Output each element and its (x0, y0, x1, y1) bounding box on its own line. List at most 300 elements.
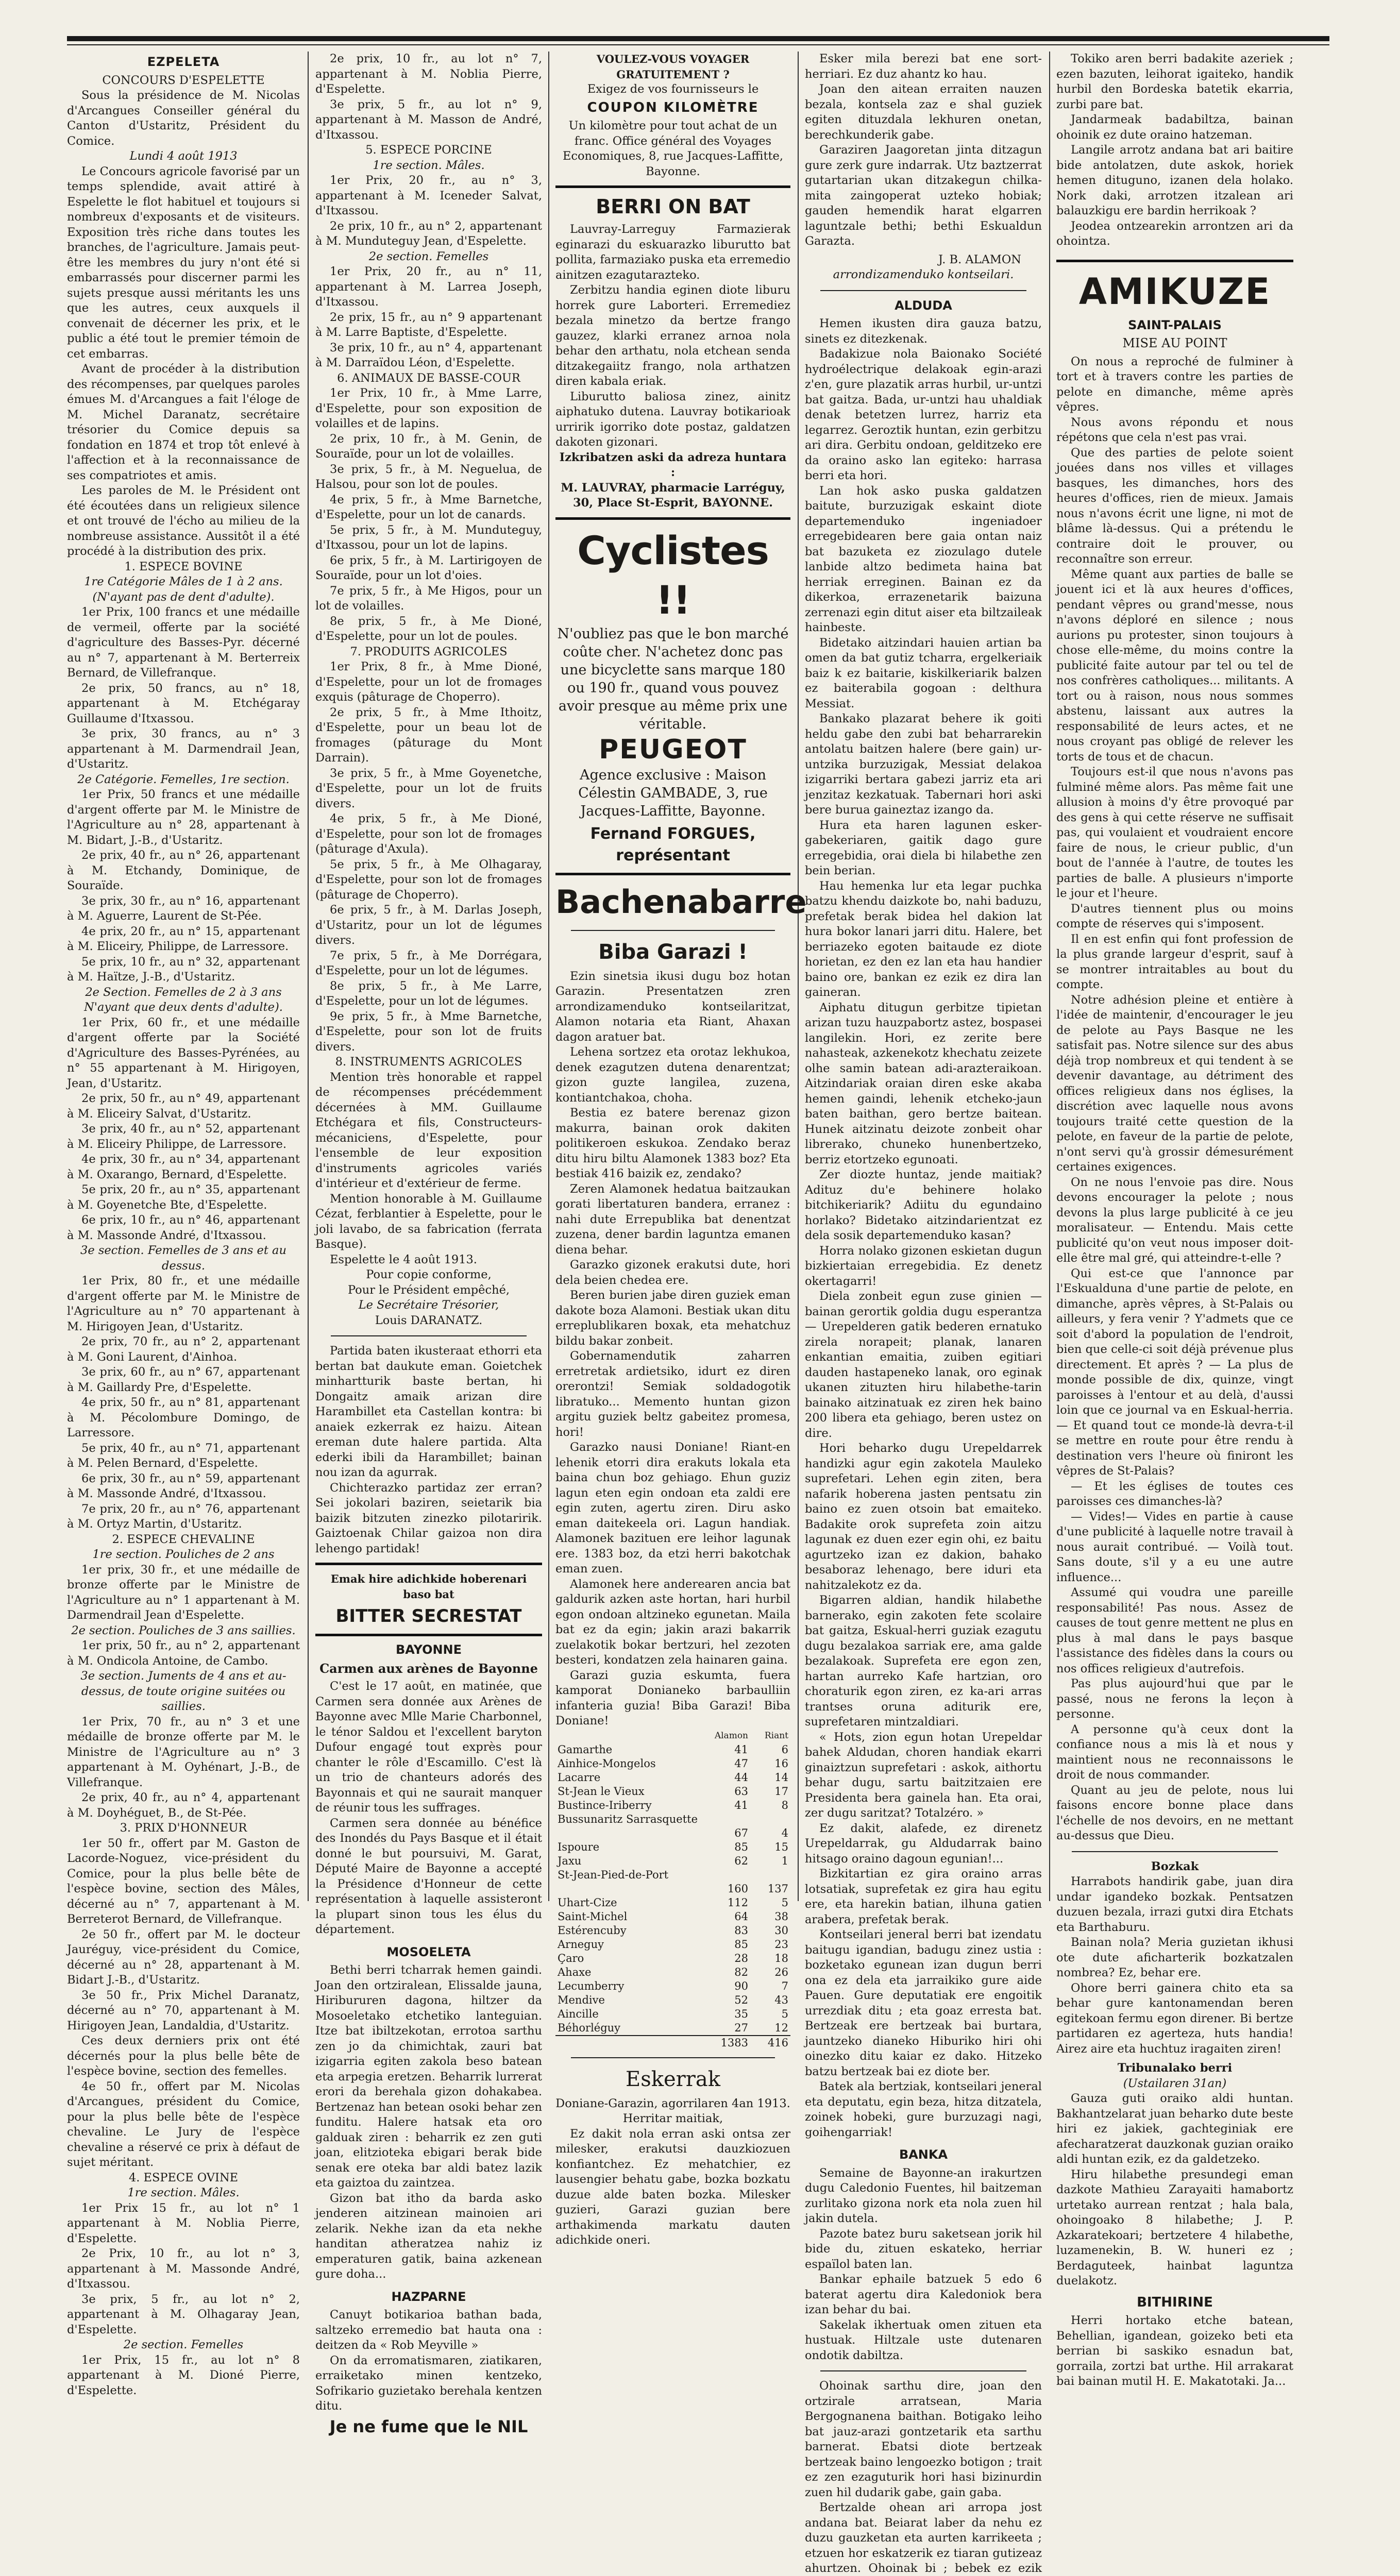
paragraph: 3e prix, 60 fr., au n° 67, appartenant à M. Gaillardy Pre, d'Espelette. (67, 1365, 300, 1394)
commune-name: Jaxu (558, 1854, 582, 1867)
paragraph: 5e prix, 10 fr., au n° 32, appartenant à M. Haïtze, J.-B., d'Ustaritz. (67, 955, 300, 984)
paragraph: On ne nous l'envoie pas dire. Nous devons encourager la pelote ; nous devons la plus large publicité à ce jeu moralisateur. — Entendu. Mais cette publicité qu'on veut nous imposer doit-elle être mal gré, qui atteindre-t-elle ? (1056, 1175, 1293, 1265)
paragraph: 6e prix, 5 fr., à M. Lartirigoyen de Souraïde, pour un lot d'oies. (315, 553, 542, 582)
separator (1072, 1851, 1278, 1852)
paragraph: Mention très honorable et rappel de récompenses précédemment décernées à MM. Guillaume Etchégara et fils, Constructeurs-mécaniciens, d'Espelette, pour l'ensemble de leur exposition d'instruments agricoles variés d'intérieur et d'extérieur de ferme. (315, 1070, 542, 1190)
paragraph: Quant au jeu de pelote, nous lui faisons encore bonne place dans l'échelle de nos devoirs, en ne mettant au-dessus que Dieu. (1056, 1783, 1293, 1842)
paragraph: Sous la présidence de M. Nicolas d'Arcangues Conseiller général du Canton d'Ustaritz, Président du Comice. (67, 89, 300, 148)
article-title: Biba Garazi ! (598, 940, 748, 964)
ad-text: Exigez de vos fournisseurs le (587, 82, 759, 96)
commune-name: Ispoure (558, 1840, 600, 1853)
commune-name: Gamarthe (558, 1743, 613, 1756)
paragraph: Esker mila berezi bat ene sort-herriari. Ez duz ahantz ko hau. (805, 52, 1042, 81)
section-title: EZPELETA (147, 55, 220, 69)
separator (571, 930, 775, 931)
paragraph: Alamonek here anderearen ancia bat galdurik azken aste hortan, hari hurbil egon ondoan altzineko egunetan. Maila bat ez da egin; jakin arazi bakarrik zuelakotik bokar bertzuri, hel zezoten besteri, kondatzen zela hainaren gaina. (555, 1577, 790, 1667)
ad-text: Izkribatzen aski da adreza huntara : (559, 450, 787, 479)
paragraph: Zeren Alamonek hedatua baitzaukan gorati libertaturen bandera, erranez : nahi dute Errepublika bat denentzat zuzena, dener bardin laguntza emanen diena behar. (555, 1182, 790, 1257)
commune-name: Lecumberry (558, 1979, 625, 1992)
votes-alamon: 41 (734, 1743, 748, 1756)
paragraph: Espelette le 4 août 1913. (330, 1252, 477, 1266)
section-title-bachenabarre: Bachenabarre (555, 883, 807, 921)
paragraph: Gobernamendutik zaharren erretretak ardietsiko, idurt ez diren orerontzi! Semiak soldadogotik libratuko... Memento huntan gizon argitu guziek beltz gabeitez promesa, hori! (555, 1349, 790, 1439)
ad-berri-on-bat: BERRI ON BAT (596, 195, 750, 218)
paragraph: Même quant aux parties de balle se jouent ici et là aux heures d'offices, pendant vêpres ou grand'messe, nous n'avons déploré en silence ; nous aurions pu protester, sinon toujours à chose elle-même, du moins contre la publicité faite autour par tel ou tel de nos confrères catholiques... militants. A tort ou à raison, nous nous sommes abstenu, laissant aux autres la responsabilité de leurs actes, et ne nous croyant pas obligé de relever les torts de tous et de chacun. (1056, 567, 1293, 764)
paragraph: 2e prix, 40 fr., au n° 4, appartenant à M. Doyhéguet, B., de St-Pée. (67, 1791, 300, 1820)
paragraph: Semaine de Bayonne-an irakurtzen dugu Caledonio Fuentes, hil baitzeman zurlitako gizona nork eta nola zuen hil jakin dutela. (805, 2166, 1042, 2225)
votes-riant: 16 (774, 1757, 788, 1770)
subheading: 1re section. Pouliches de 2 ans (92, 1548, 275, 1561)
votes-alamon: 112 (727, 1896, 748, 1909)
paragraph: « Hots, zion egun hotan Urepeldar bahek Aldudan, choren handiak ekarri ginaiztzun suprefetari : askok, aithortu behar dugu, sartu baitzitzaien ere Presidenta bera gainela han. Eta orai, zer dugu saritzat? Totalzéro. » (805, 1730, 1042, 1820)
paragraph: Bertzalde ohean ari arropa jost andana bat. Beiarat laber da nehu ez duzu gauzketan eta aurten karrikeeta ; etzuen hor eskatzerik ez tiaran gutizeaz ahurtzen. Ohoinak bi ; bebek ez ezik (805, 2501, 1042, 2575)
subheading: N'ayant que deux dents d'adulte). (84, 1001, 283, 1014)
subheading: 5. ESPECE PORCINE (365, 143, 492, 157)
votes-riant: 5 (781, 1896, 788, 1909)
separator (820, 290, 1026, 291)
votes-alamon: 82 (734, 1965, 748, 1978)
top-rule-thin (67, 44, 1329, 45)
ad-address: M. LAUVRAY, pharmacie Larréguy, 30, Place St-Esprit, BAYONNE. (561, 481, 785, 510)
paragraph: 4e 50 fr., offert par M. Nicolas d'Arcangues, président du Comice, pour la plus belle bête de l'espèce chevaline. Le Jury de l'espèce chevaline a réservé ce prix à défaut de sujet méritant. (67, 2079, 300, 2169)
paragraph: 5e prix, 40 fr., au n° 71, appartenant à M. Pelen Bernard, d'Espelette. (67, 1441, 300, 1470)
votes-alamon: 41 (734, 1799, 748, 1811)
article-date: Lundi 4 août 1913 (129, 149, 238, 163)
votes-alamon: 160 (727, 1882, 748, 1895)
paragraph: 2e prix, 50 fr., au n° 49, appartenant à M. Eliceiry Salvat, d'Ustaritz. (67, 1092, 300, 1121)
paragraph: Nous avons répondu et nous répétons que cela n'est pas vrai. (1056, 415, 1293, 444)
subheading: 3. PRIX D'HONNEUR (120, 1821, 247, 1835)
subheading: Bozkak (1151, 1859, 1199, 1873)
table-row (555, 1868, 790, 1882)
paragraph: Hura eta haren lagunen esker-gabekeriaren, gaitik dago gure erregebidia, orai diela bi hilabethe zen bein berian. (805, 818, 1042, 877)
table-row (555, 1882, 790, 1896)
paragraph: 2e prix, 10 fr., au n° 2, appartenant à M. Munduteguy Jean, d'Espelette. (315, 219, 542, 248)
paragraph: 3e prix, 30 fr., au n° 16, appartenant à M. Aguerre, Laurent de St-Pée. (67, 894, 300, 923)
votes-alamon: 90 (734, 1979, 748, 1992)
separator (315, 1634, 542, 1636)
paragraph: 1er Prix, 15 fr., au lot n° 8 appartenant à M. Dioné Pierre, d'Espelette. (67, 2353, 300, 2397)
paragraph: Jandarmeak badabiltza, bainan ohoinik ez dute oraino hatzeman. (1056, 113, 1293, 142)
commune-name: Uhart-Cize (558, 1896, 617, 1909)
paragraph: 2e prix, 70 fr., au n° 2, appartenant à M. Goni Laurent, d'Ainhoa. (67, 1335, 300, 1364)
paragraph: Bestia ez batere berenaz gizon makurra, bainan orok dakiten politikeroen eskukoa. Zendako beraz ditu hiru biltu Alamonek 1383 boz? Eta bestiak 416 baizik ez, zendako? (555, 1106, 790, 1180)
column-rule (1049, 52, 1050, 1901)
total-riant: 416 (750, 2036, 790, 2050)
paragraph: 3e 50 fr., Prix Michel Daranatz, décerné au n° 70, appartenant à M. Hirigoyen Jean, Landaldia, d'Ustaritz. (67, 1988, 300, 2032)
paragraph: Lehena sortzez eta orotaz lekhukoa, denek ezagutzen dutena denarentzat; gizon guzte langilea, zuzena, kontiantchakoa, choha. (555, 1045, 790, 1105)
paragraph: 6e prix, 10 fr., au n° 46, appartenant à M. Massonde André, d'Itxassou. (67, 1213, 300, 1242)
commune-name: Bustince-Iriberry (558, 1799, 652, 1811)
votes-riant: 38 (774, 1910, 788, 1923)
subheading: 2e section. Pouliches de 3 ans saillies. (71, 1623, 296, 1637)
table-row (555, 1771, 790, 1785)
ad-text: Lauvray-Larreguy Farmazierak eginarazi du eskuarazko liburutto bat pollita, farmaziako puska eta erremedio ainitzen ezagutarazteko. (555, 223, 790, 282)
subheading: (Ustailaren 31an) (1123, 2076, 1227, 2090)
table-row (555, 1757, 790, 1771)
paragraph: 3e prix, 5 fr., au lot n° 2, appartenant à M. Olhagaray Jean, d'Espelette. (67, 2292, 300, 2336)
paragraph: 5e prix, 5 fr., à Me Olhagaray, d'Espelette, pour son lot de fromages (pâturage de Choperro). (315, 857, 542, 902)
paragraph: Batek ala bertziak, kontseilari jeneral eta deputatu, egin beza, hitza ditzatela, zoinek hobeki, gure burzuzagi nagi, goihengarriak! (805, 2080, 1042, 2139)
votes-alamon (710, 1812, 750, 1826)
paragraph: 3e prix, 5 fr., à M. Neguelua, de Halsou, pour son lot de poules. (315, 462, 542, 491)
paragraph: Bankako plazarat behere ik goiti heldu gabe den zubi bat beharrarekin antolatu baitzen halere (bere gain) ur-untzika burzuzigak, Messiat delakoa izigarriki bertara gabezi jarriz eta ari jenzitaz kezkatuak. Tabernari hori aski bere burua gaineztaz izango da. (805, 712, 1042, 817)
table-row (555, 1910, 790, 1924)
paragraph: Herri hortako etche batean, Behellian, igandean, goizeko beti eta berrian bi saskiko esnadun bat, gorraila, zortzi bat urthe. Hil arrakarat bai bainan mutil H. E. Makatotaki. Ja... (1056, 2314, 1293, 2388)
paragraph: Joan den aitean erraiten nauzen bezala, kontsela zaz e shal guziek egiten dituzdala lekhuren onetan, berechkunderik gabe. (805, 82, 1042, 142)
ad-tagline: Emak hire adichkide hoberenari baso bat (330, 1572, 527, 1601)
subheading: 4. ESPECE OVINE (128, 2171, 239, 2184)
paragraph: 1er Prix, 100 francs et une médaille de vermeil, offerte par la société d'agriculture des Basses-Pyr. décerné au n° 7, appartenant à M. Berterreix Bernard, de Villefranque. (67, 605, 300, 680)
paragraph: Ezin sinetsia ikusi dugu boz hotan Garazin. Presentatzen zren arrondizamenduko kontseilaritzat, Alamon notaria eta Riant, Ahaxan dagon aratuer bat. (555, 969, 790, 1044)
votes-riant: 6 (781, 1743, 788, 1756)
section-title: MOSOELETA (386, 1944, 471, 1959)
paragraph: Mention honorable à M. Guillaume Cézat, ferblantier à Espelette, pour le joli lavabo, de sa fabrication (ferrata Basque). (315, 1192, 542, 1251)
paragraph: 5e prix, 20 fr., au n° 35, appartenant à M. Goyenetche Bte, d'Espelette. (67, 1183, 300, 1212)
votes-alamon: 62 (734, 1854, 748, 1867)
paragraph: Zer diozte huntaz, jende maitiak? Adituz du'e behinere holako bitchikeriarik? Adiitu du egundaino horlako? Bidetako aitzindarientzat ez dela sosik departemenduko kasan? (805, 1168, 1042, 1242)
separator (1056, 260, 1293, 262)
ad-title: VOULEZ-VOUS VOYAGER GRATUITEMENT ? (596, 53, 750, 81)
votes-riant: 18 (774, 1952, 788, 1964)
paragraph: 1er Prix, 20 fr., au n° 3, appartenant à M. Iceneder Salvat, d'Itxassou. (315, 174, 542, 217)
votes-riant: 4 (781, 1826, 788, 1839)
paragraph: — Vides!— Vides en partie à cause d'une publicité à laquelle notre travail à nous aurait contribué. — Voilà tout. Sans doute, s'il y a eu une autre influence... (1056, 1510, 1293, 1584)
paragraph: 8e prix, 5 fr., à Me Larre, d'Espelette, pour un lot de légumes. (315, 979, 542, 1008)
commune-name: Saint-Michel (558, 1910, 628, 1923)
paragraph: 4e prix, 5 fr., à Mme Barnetche, d'Espelette, pour un lot de canards. (315, 493, 542, 521)
paragraph: 1er 50 fr., offert par M. Gaston de Lacorde-Noguez, vice-président du Comice, pour la plus belle bête de l'espèce bovine, section des Mâles, décerné au n° 7, appartenant à M. Berreterot Bernard, de Villefranque. (67, 1836, 300, 1926)
paragraph: 6e prix, 5 fr., à M. Darlas Joseph, d'Ustaritz, pour un lot de légumes divers. (315, 903, 542, 947)
paragraph: 3e prix, 40 fr., au n° 52, appartenant à M. Eliceiry Philippe, de Larressore. (67, 1122, 300, 1151)
paragraph: — Et les églises de toutes ces paroisses ces dimanches-là? (1056, 1479, 1293, 1508)
paragraph: Bigarren aldian, handik hilabethe barnerako, egin zakoten fete scolaire bat gaitza, Eskual-herri guziak ezagutu dugu bezalakoa sarriak ere, ama galde bezalakoak. Suprefeta ere egon zen, hartan aurreko Kafe hartzian, oro choraturik egon ziren, ez ka-ari arras trantses oruna aditurik ere, suprefetaren mintzaldiari. (805, 1594, 1042, 1728)
paragraph: 2e prix, 10 fr., à M. Genin, de Souraïde, pour un lot de volailles. (315, 432, 542, 461)
paragraph: 2e prix, 5 fr., à Mme Ithoitz, d'Espelette, pour un beau lot de fromages (pâturage du Mont Darrain). (315, 705, 542, 765)
paragraph: 4e prix, 30 fr., au n° 34, appartenant à M. Oxarango, Bernard, d'Espelette. (67, 1153, 300, 1181)
table-row (555, 1785, 790, 1799)
ad-text: Zerbitzu handia eginen diote liburu horrek gure Laborteri. Erremediez bezala minetzo da bertze frango gauzez, klarki erranez arnoa nola behar den arthatu, nola etchean senda ditzakegaiitz frango, nola arthatzen diren kabala eriak. (555, 283, 790, 388)
paragraph: Il en est enfin qui font profession de la plus grande largeur d'esprit, sauf à se montrer intraitables au bout du compte. (1056, 932, 1293, 991)
votes-alamon: 85 (734, 1938, 748, 1951)
column-amikuze (1056, 52, 1293, 2388)
commune-name: Çaro (558, 1952, 584, 1964)
paragraph: Le Concours agricole favorisé par un temps splendide, avait attiré à Espelette le flot habituel et toujours si nombreux d'exposants et de visiteurs. Exposition très riche dans toutes les branches, de l'agriculture. Jamais peut-être les membres du jury n'ont été si embarrassés pour discerner parmi les sujets presque aussi méritants les uns que les autres, ceux auxquels il convenait de décerner les prix, et le public a été tout le premier témoin de cet embarras. (67, 164, 300, 361)
votes-alamon: 35 (734, 2007, 748, 2020)
paragraph: Horra nolako gizonen eskietan dugun bizkiertaian erregebidia. Ez denetz okertagarri! (805, 1244, 1042, 1288)
paragraph: 2e prix, 50 francs, au n° 18, appartenant à M. Etchégaray Guillaume d'Itxassou. (67, 681, 300, 725)
subheading: 1re section. Mâles. (127, 2186, 240, 2199)
paragraph: Jeodea ontzearekin arrontzen ari da ohointza. (1056, 219, 1293, 248)
subheading: 6. ANIMAUX DE BASSE-COUR (337, 371, 520, 385)
commune-name: Ahaxe (558, 1965, 592, 1978)
commune-name: Estérencuby (558, 1924, 627, 1937)
signature-line: Pour copie conforme, (366, 1268, 492, 1281)
paragraph: 1er Prix, 70 fr., au n° 3 et une médaille de bronze offerte par M. le Ministre de l'Agriculture au n° 3 appartenant à M. Oyhénart, J.-B., de Villefranque. (67, 1715, 300, 1789)
paragraph: 1er Prix, 60 fr., et une médaille d'argent offerte par la Société d'Agriculture des Basses-Pyrénées, au n° 55 appartenant à M. Hirigoyen, Jean, d'Ustaritz. (67, 1015, 300, 1090)
column-header: Alamon (714, 1730, 748, 1741)
paragraph: 9e prix, 5 fr., à Mme Barnetche, d'Espelette, pour son lot de fruits divers. (315, 1009, 542, 1054)
paragraph: 7e prix, 5 fr., à Me Higos, pour un lot de volailles. (315, 584, 542, 613)
letter-date: Doniane-Garazin, agorrilaren 4an 1913. (555, 2096, 790, 2110)
paragraph: 1er Prix, 20 fr., au n° 11, appartenant à M. Larrea Joseph, d'Itxassou. (315, 265, 542, 309)
votes-alamon: 47 (734, 1757, 748, 1770)
column-rule (308, 52, 309, 1901)
paragraph: 5e prix, 5 fr., à M. Munduteguy, d'Itxassou, pour un lot de lapins. (315, 523, 542, 552)
signature-line: arrondizamenduko kontseilari. (833, 268, 1014, 281)
paragraph: Badakizue nola Baionako Société hydroélectrique delakoak egin-arazi z'en, gure plazatik arras hurbil, ur-untzi bat gaitza. Bada, ur-untzi hau uhaldiak denak betetzen lurrez, harriz eta legarrez. Geroztik huntan, ezin gerbitzu ari dira. Gerbitu ondoan, gelditzeko ere da oraino asko lan egiteko: harrasa berri eta hori. (805, 347, 1042, 482)
commune-name: St-Jean le Vieux (558, 1785, 645, 1798)
paragraph: Gauza guti oraiko aldi huntan. Bakhantzelarat juan beharko dute beste hiri ez jakiek, gachteginiak ere afecharatzerat dauzkonak guzian oraiko aldi huntan ezik, ez da galdetzeko. (1056, 2092, 1293, 2166)
total-alamon: 1383 (710, 2036, 750, 2050)
subheading: 8. INSTRUMENTS AGRICOLES (335, 1055, 522, 1069)
separator (315, 1563, 542, 1565)
paragraph: Assumé qui voudra une pareille responsabilité! Pas nous. Assez de causes de tout genre mettent ne plus en plus à mal dans le pays basque l'assistance des fidèles dans la cours ou nos offices religieux d'autrefois. (1056, 1586, 1293, 1675)
election-results-table (555, 1729, 790, 2050)
top-rule (67, 36, 1329, 41)
ad-nil: Je ne fume que le NIL (329, 2416, 528, 2436)
paragraph: 8e prix, 5 fr., à Me Dioné, d'Espelette, pour un lot de poules. (315, 614, 542, 643)
paragraph: 2e prix, 15 fr., au n° 9 appartenant à M. Larre Baptiste, d'Espelette. (315, 310, 542, 339)
table-row (555, 2007, 790, 2021)
paragraph: 1er prix, 50 fr., au n° 2, appartenant à M. Ondicola Antoine, de Cambo. (67, 1639, 300, 1668)
paragraph: 3e prix, 5 fr., au lot n° 9, appartenant à M. Masson de André, d'Itxassou. (315, 97, 542, 142)
subheading: 3e section. Femelles de 3 ans et au dessus. (80, 1244, 286, 1273)
table-row (555, 1924, 790, 1938)
separator (555, 873, 790, 875)
votes-riant: 5 (781, 2007, 788, 2020)
ad-peugeot: PEUGEOT (599, 734, 747, 765)
table-row (555, 2021, 790, 2036)
column-header: Riant (764, 1730, 788, 1741)
paragraph: Garazi guzia eskumta, fuera kamporat Donianeko barbaulliin infanteria guzia! Biba Garazi! Biba Doniane! (555, 1668, 790, 1727)
paragraph: Bizkitartian ez gira oraino arras lotsatiak, suprefetak ez gira hau egitu ere, eta harekin batian, ilhuna gatien arabera, prefetak berak. (805, 1867, 1042, 1926)
votes-alamon: 85 (734, 1840, 748, 1853)
ad-cyclistes: Cyclistes !! (577, 527, 769, 623)
paragraph: Ez dakit, alafede, ez direnetz Urepeldarrak, gu Aldudarrak baino hitsago oraino dagoun egunian!... (805, 1821, 1042, 1866)
paragraph: Tokiko aren berri badakite azeriek ; ezen bazuten, leihorat igaiteko, handik hurbil den Bordeska batetik ekarria, zurbi pare bat. (1056, 52, 1293, 111)
commune-name: Lacarre (558, 1771, 601, 1784)
subheading: 2e section. Femelles (368, 249, 489, 263)
paragraph: 1er Prix, 80 fr., et une médaille d'argent offerte par M. le Ministre de l'Agriculture au n° 70 appartenant à M. Hirigoyen Jean, d'Ustaritz. (67, 1274, 300, 1333)
section-title: HAZPARNE (391, 2289, 466, 2304)
votes-riant: 17 (774, 1785, 788, 1798)
paragraph: Hau hemenka lur eta legar puchka batzu khendu daizkote bo, nahi baduzu, prefetak berak bidea hel dakion lat hura bokor lanari jarri ditu. Halere, bet berriazeko egoten baitaude ez diote horietan, ez den ez lan eta hau handier baino ore, bankan ez ezik ez dira lan gaineran. (805, 879, 1042, 999)
paragraph: 2e prix, 10 fr., au lot n° 7, appartenant à M. Noblia Pierre, d'Espelette. (315, 52, 542, 96)
separator (555, 517, 790, 520)
paragraph: Beren burien jabe diren guziek eman dakote boza Alamoni. Bestiak ukan ditu erreplublikaren boxak, eta mehatchuz bildu bakar zonbeit. (555, 1289, 790, 1348)
table-row (555, 1938, 790, 1952)
column-concours-suite (315, 52, 542, 2436)
article-subtitle: CONCOURS D'ESPELETTE (102, 73, 265, 87)
commune-name (555, 1882, 710, 1896)
votes-riant: 7 (781, 1979, 788, 1992)
paragraph: Garaziren Jaagoretan jinta ditzagun gure zerk gure indarrak. Utz baztzerrat gutartarian ukan ditzakegun chilka-mita zaingoperat uzteko hobiak; gauden hemendik harat elgarren laguntzale bethi; bethi Eskualdun Garazta. (805, 143, 1042, 248)
paragraph: Pazote batez buru saketsean jorik hil bide du, zituen eskateko, herriar espaïlol baten lan. (805, 2227, 1042, 2271)
subheading: 7. PRODUITS AGRICOLES (350, 645, 508, 658)
paragraph: Partida baten ikusteraat ethorri eta bertan bat daukute eman. Goietchek minhartturik baste bertan, hi Dongaitz amaik arizan dire Harambillet eta Castellan kontra: bi anaiek ezkerrak ez haizu. Aitean ereman dute halere partida. Alta ederki ibili da Harambillet; bainan nou izan da agurrak. (315, 1344, 542, 1479)
subheading: Tribunalako berri (1117, 2061, 1233, 2075)
ad-representative: Fernand FORGUES, représentant (590, 824, 756, 865)
votes-riant: 14 (774, 1771, 788, 1784)
votes-alamon: 52 (734, 1993, 748, 2006)
paragraph: Notre adhésion pleine et entière à l'idée de maintenir, d'encourager le jeu de pelote au Pays Basque ne les satisfait pas. Notre silence sur des abus déjà trop nombreux et qui tendent à se devenir davantage, au détriment des offices religieux dans nos églises, la discrétion avec laquelle nous avons toujours traité cette question de la pelote, en faveur de la partie de pelote, n'ont servi qu'à grossir démesurément certaines exigences. (1056, 993, 1293, 1174)
paragraph: A personne qu'à ceux dont la confiance nous a mis là et nous y maintient nous ne reconnaissons le droit de nous commander. (1056, 1722, 1293, 1782)
column-ads-bachenabarre (555, 52, 807, 2247)
section-title: SAINT-PALAIS (1128, 317, 1222, 332)
votes-alamon (710, 1868, 750, 1882)
paragraph: 1er Prix, 50 francs et une médaille d'argent offerte par M. le Ministre de l'Agriculture au n° 28, appartenant à M. Bidart, J.-B., d'Ustaritz. (67, 788, 300, 847)
paragraph: 7e prix, 5 fr., à Me Dorrégara, d'Espelette, pour un lot de légumes. (315, 948, 542, 977)
votes-riant (750, 1812, 790, 1826)
paragraph: Diela zonbeit egun zuse ginien — bainan gerortik goldia dugu esperantza — Urepelderen gatik bederen ernatuko zirela norapeit; planak, lanaren enkantian emaitia, zuiben egitiari dauden hastapeneko lanak, oro eginak ukanen zituzten hiru hilabethe-tarin bainako aitzinatuak ez ziren hek baino 200 libera eta gehiago, beren ustez on dire. (805, 1290, 1042, 1440)
paragraph: 1er Prix, 10 fr., à Mme Larre, d'Espelette, pour son exposition de volailles et de lapins. (315, 386, 542, 430)
table-row (555, 1812, 790, 1826)
paragraph: 2e prix, 40 fr., au n° 26, appartenant à M. Etchandy, Dominique, de Souraïde. (67, 849, 300, 892)
commune-name: Bussunaritz Sarrasquette (558, 1812, 698, 1825)
subheading: 3e section. Juments de 4 ans et au-dessus, de toute origine suitées ou saillies. (80, 1669, 286, 1713)
table-row (555, 1799, 790, 1812)
table-row (555, 1840, 790, 1854)
paragraph: Pas plus aujourd'hui que par le passé, nous ne ferons la leçon à personne. (1056, 1677, 1293, 1721)
votes-riant: 23 (774, 1938, 788, 1951)
section-title: BITHIRINE (1137, 2294, 1213, 2310)
paragraph: On da erromatismaren, ziatikaren, erraiketako minen kentzeko, Sofrikario guzietako berehala kentzen ditu. (315, 2353, 542, 2413)
paragraph: 3e prix, 5 fr., à Mme Goyenetche, d'Espelette, pour un lot de fruits divers. (315, 766, 542, 810)
subheading: 1re Catégorie Mâles de 1 à 2 ans. (84, 575, 283, 588)
column-rule (798, 52, 799, 1901)
paragraph: Langile arrotz andana bat ari baitire bide antolatzen, dute askok, horiek hemen dituguno, izanen dela holako. Nork daki, arrotzen itzalean ari balauzkigu ere bardin herrikoak ? (1056, 143, 1293, 217)
commune-name (555, 1826, 710, 1840)
signature-line: Le Secrétaire Trésorier, (358, 1298, 499, 1312)
paragraph: 1er Prix, 8 fr., à Mme Dioné, d'Espelette, pour un lot de fromages exquis (pâturage de Choperro). (315, 660, 542, 704)
votes-riant: 8 (781, 1799, 788, 1811)
votes-alamon: 63 (734, 1785, 748, 1798)
paragraph: 7e prix, 20 fr., au n° 76, appartenant à M. Ortyz Martin, d'Ustaritz. (67, 1502, 300, 1531)
subheading: 2e Catégorie. Femelles, 1re section. (77, 772, 290, 786)
paragraph: 1er prix, 30 fr., et une médaille de bronze offerte par le Ministre de l'Agriculture au n° 1 appartenant à M. Darmendrail Jean d'Espelette. (67, 1563, 300, 1622)
table-row (555, 1952, 790, 1965)
paragraph: Chichterazko partidaz zer erran? Sei jokolari baziren, seietarik bia baizik bitzuten zinezko pilotaririk. Gaiztoenak Chilar gaizoa non dira lehengo partidak! (315, 1481, 542, 1555)
paragraph: 4e prix, 50 fr., au n° 81, appartenant à M. Pécolombure Domingo, de Larressore. (67, 1396, 300, 1439)
paragraph: Que des parties de pelote soient jouées dans nos villes et villages basques, les dimanches, hors des heures d'offices, rien de mieux. Jamais nous n'avons écrit une ligne, ni mot de blâme là-dessus. Qui a prétendu le contraire doit le prouver, ou reconnaître son erreur. (1056, 446, 1293, 566)
subheading: 2e Section. Femelles de 2 à 3 ans (85, 985, 282, 999)
table-row (555, 1979, 790, 1993)
paragraph: 1er Prix 15 fr., au lot n° 1 appartenant à M. Noblia Pierre, d'Espelette. (67, 2201, 300, 2245)
votes-riant: 1 (781, 1854, 788, 1867)
ad-text: Agence exclusive : Maison Célestin GAMBADE, 3, rue Jacques-Laffitte, Bayonne. (578, 767, 768, 819)
ad-text: N'oubliez pas que le bon marché coûte cher. N'achetez donc pas une bicyclette sans marque 180 ou 190 fr., quand vous pouvez avoir presque au même prix une véritable. (557, 625, 789, 732)
commune-name: Ainhice-Mongelos (558, 1757, 656, 1770)
votes-alamon: 28 (734, 1952, 748, 1964)
paragraph: 4e prix, 20 fr., au n° 15, appartenant à M. Eliceiry, Philippe, de Larressore. (67, 924, 300, 953)
ad-coupon-title: COUPON KILOMÈTRE (587, 99, 759, 115)
paragraph: Hori beharko dugu Urepeldarrek handizki agur egin zakotela Mauleko suprefetari. Lehen egin ziten, bera nafarik hoberena jasten pentsatu zin baino ez zuen otsoin bat emaiteko. Badakite orok suprefeta zoin aitzu lagunak ez duen ezer egin ohi, ez baitu agurtzeko izan ez dakion, bahako besaboraz lehenago, bere iduri eta nahitzalekotz ez da. (805, 1442, 1042, 1592)
paragraph: 2e 50 fr., offert par M. le docteur Jauréguy, vice-président du Comice, décerné au n° 28, appartenant à M. Bidart J.-B., d'Ustaritz. (67, 1927, 300, 1987)
paragraph: Bethi berri tcharrak hemen gaindi. Joan den ortziralean, Elissalde jauna, Hiribururen dagona, hiltzer da Mosoeletako etchetiko lanteguian. Itze bat ibiltzekotan, errotoa sarthu zen jo da chimichtak, zauri bat izigarria egiten zakola beso batean eta arpegia eretzen. Beharrik lurrerat erori da berehala gizon dohakabea. Bertzenaz han betean osoki behar zen funditu. Halere hatsak eta oro galduak ziren : beharrik ez zen guti joan, elitzioteka ebigari berak bide senak ere oteka bar aldi batez lazik eta gaiztoa du zaintzea. (315, 1963, 542, 2190)
section-title: BAYONNE (395, 1642, 462, 1657)
ad-text: Un kilomètre pour tout achat de un franc. Office général des Voyages Economiques, 8, rue Jacques-Laffitte, Bayonne. (562, 119, 784, 178)
table-row (555, 1743, 790, 1757)
paragraph: Carmen sera donnée au bénéfice des Inondés du Pays Basque et il était donné le but poursuivi, M. Garat, Député Maire de Bayonne a accepté la Présidence d'Honneur de cette représentation à laquelle assisteront la plupart sinon tous les élus du département. (315, 1816, 542, 1936)
letter-salutation: Herritar maitiak, (622, 2112, 723, 2125)
votes-riant: 43 (774, 1993, 788, 2006)
paragraph: 3e prix, 10 fr., au n° 4, appartenant à M. Darraïdou Léon, d'Espelette. (315, 341, 542, 369)
separator (571, 2057, 775, 2058)
paragraph: Bankar ephaile batzuek 5 edo 6 baterat agertu dira Kaledoniok bera izan behar du bai. (805, 2273, 1042, 2316)
commune-name: St-Jean-Pied-de-Port (558, 1868, 669, 1881)
paragraph: Ohoinak sarthu dire, joan den ortzirale arratsean, Maria Bergognanena baithan. Botigako leiho bat jauz-arazi gontzetarik eta sarthu barnerat. Ebatsi diote bertzeak bertzeak baino lengoezko botigon ; trait ez zen ezaguturik hori hasi bizinurdin zuen hil dudarik gabe, gain gaba. (805, 2379, 1042, 2499)
votes-riant: 15 (774, 1840, 788, 1853)
votes-riant (750, 1868, 790, 1882)
article-title: Carmen aux arènes de Bayonne (319, 1660, 538, 1676)
signature-name: J. B. ALAMON (938, 252, 1021, 266)
separator (555, 185, 790, 188)
subheading: 1. ESPECE BOVINE (124, 560, 243, 573)
paragraph: Lan hok asko puska galdatzen baitute, burzuzigak eskaint diote departemenduko ingeniadoer erregebidearen bere gaia ontan naiz bat bazuketa ez ziozulago dutele lanbide altzo bedimeta haina bat herriak erreginen. Bainan ez da dikerkoa, errazenetarik baizuna zerrenazi egin ditut aiser eta biltzaileak hainbeste. (805, 484, 1042, 634)
paragraph: Ez dakit nola erran aski ontsa zer milesker, erakutsi dauzkiozuen konfiantchez. Ez mehatchier, ez lausengier behatu gabe, bozka bozkatu duzue alde baten bozka. Milesker guzieri, Garazi guzian bere arthakimenda markatu dauten adichkide oneri. (555, 2127, 790, 2247)
paragraph: Garazko gizonek erakutsi dute, hori dela beien chedea ere. (555, 1258, 790, 1287)
ad-text: Liburutto baliosa zinez, ainitz aiphatuko dutena. Lauvray botikarioak urririk igorriko dote postaz, galdatzen dakoten gizonari. (555, 389, 790, 449)
ad-bitter-secrestat: BITTER SECRESTAT (335, 1606, 522, 1626)
paragraph: Gizon bat itho da barda asko jenderen aitzinean mainoien ari zelarik. Nekhe izan da eta nekhe handitan atheratzea nahiz iz emperaturen gatik, baina azkenean gure doha... (315, 2191, 542, 2281)
paragraph: D'autres tiennent plus ou moins compte de réserves qui s'imposent. (1056, 902, 1293, 930)
signature-line: Pour le Président empêché, (347, 1283, 510, 1297)
votes-alamon: 44 (734, 1771, 748, 1784)
subheading: 1re section. Mâles. (373, 158, 485, 172)
paragraph: 3e prix, 30 francs, au n° 3 appartenant à M. Darmendrail Jean, d'Ustaritz. (67, 727, 300, 771)
commune-name: Béhorléguy (558, 2021, 621, 2034)
paragraph: Harrabots handirik gabe, juan dira undar igandeko bozkak. Pentsatzen duzuen bezala, irrazi gutxi dira Etchats eta Barthaburu. (1056, 1875, 1293, 1934)
subheading: 2e section. Femelles (123, 2338, 244, 2351)
subheading: (N'ayant pas de dent d'adulte). (92, 590, 275, 604)
paragraph: Avant de procéder à la distribution des récompenses, par quelques paroles émues M. d'Arcangues a fait l'éloge de M. Michel Daranatz, secrétaire trésorier du Comice depuis sa fondation en 1874 et trop tôt enlevé à l'affection et à la reconnaissance de ses compatriotes et amis. (67, 362, 300, 482)
commune-name: Arneguy (558, 1938, 604, 1951)
paragraph: C'est le 17 août, en matinée, que Carmen sera donnée aux Arènes de Bayonne avec Mlle Marie Charbonnel, le ténor Saldou et l'excellent baryton Dufour engagé tout exprès pour chanter le rôle d'Escamillo. C'est là un trio de chanteurs adorés des Bayonnais et qui ne saurait manquer de réunir tous les suffrages. (315, 1680, 542, 1815)
votes-alamon: 27 (734, 2021, 748, 2034)
paragraph: 6e prix, 30 fr., au n° 59, appartenant à M. Massonde André, d'Itxassou. (67, 1471, 300, 1500)
votes-alamon: 83 (734, 1924, 748, 1937)
paragraph: Toujours est-il que nous n'avons pas fulminé même alors. Pas même fait une allusion à moins d'y être provoqué par des gens à qui cette réserve ne suffisait pas, qui voulaient et voudraient encore faire de nous, le crieur public, d'un bout de l'année à l'autre, de toutes les parties de balle. A plusieurs n'importe le jour et l'heure. (1056, 765, 1293, 900)
votes-riant: 137 (767, 1882, 788, 1895)
votes-riant: 30 (774, 1924, 788, 1937)
paragraph: Ces deux derniers prix ont été décernés pour la plus belle bête de l'espèce bovine, section des femelles. (67, 2034, 300, 2078)
paragraph: 2e Prix, 10 fr., au lot n° 3, appartenant à M. Massonde André, d'Itxassou. (67, 2247, 300, 2291)
table-row (555, 1993, 790, 2007)
table-row (555, 1854, 790, 1868)
votes-alamon: 64 (734, 1910, 748, 1923)
paragraph: Hiru hilabethe presundegi eman dazkote Mathieu Zarayaiti hamabortz urtetako aurrean rentzat ; hala bala, ohoingoako 8 hilabethe; J. P. Azkaratekoari; bertzetere 4 hilabethe, luzamenekin, B. W. huneri ez ; Berdaguteek, hainbat laguntza duelakotz. (1056, 2167, 1293, 2287)
paragraph: Sakelak ikhertuak omen zituen eta hustuak. Hiltzale uste dutenaren ondotik dabiltza. (805, 2318, 1042, 2362)
paragraph: Qui est-ce que l'annonce par l'Eskualduna d'une partie de pelote, en dimanche, après vêpres, à St-Palais ou ailleurs, y fera venir ? Y'admets que ce soit d'abord la population de l'endroit, bien que celle-ci soit déjà prévenue plus directement. Et après ? — La plus de monde possible de dix, quinze, vingt paroisses à l'entour et au delà, d'aussi loin que ce journal va en Eskual-herria. — Et quand tout ce monde-là devra-t-il se mettre en route pour être rendu à destination vers l'heure où finiront les vêpres de St-Palais? (1056, 1266, 1293, 1478)
votes-riant: 26 (774, 1965, 788, 1978)
paragraph: Hemen ikusten dira gauza batzu, sinets ez ditezkenak. (805, 317, 1042, 346)
section-title-amikuze: AMIKUZE (1078, 270, 1271, 313)
section-title: BANKA (899, 2147, 948, 2162)
signature-name: Louis DARANATZ. (375, 1313, 483, 1327)
article-title: MISE AU POINT (1122, 336, 1227, 350)
paragraph: Bidetako aitzindari hauien artian ba omen da bat gutiz tcharra, ergelkeriaik baiz k ez baitarie, kiskilkeriarik balzen ez baiterabila gogoan : delthura Messiat. (805, 636, 1042, 710)
column-rule (548, 52, 549, 1901)
section-title: ALDUDA (895, 298, 952, 313)
paragraph: Kontseilari jeneral berri bat izendatu baitugu igandian, badugu zinez ustia : bozketako egunean izan dugun berri ona ez dela eta jarraikiko gure aide Pauen. Gure deputatiak ere engoitik urrezdiak ditu ; eta goaz erresta bat. Bertzeak ere bertzeak bai burtara, jauntzeko dianeko Hiburiko hiri ohi oinezko ditu kaiar ez dako. Hitzeko batzu bertzeak bai ez diote ber. (805, 1928, 1042, 2078)
paragraph: On nous a reproché de fulminer à tort et à travers contre les parties de pelote en dimanche, même après vêpres. (1056, 354, 1293, 414)
votes-alamon: 67 (734, 1826, 748, 1839)
column-alduda-banka (805, 52, 1042, 2575)
subheading: 2. ESPECE CHEVALINE (112, 1532, 255, 1546)
commune-name: Aincille (558, 2007, 599, 2020)
table-row (555, 1965, 790, 1979)
